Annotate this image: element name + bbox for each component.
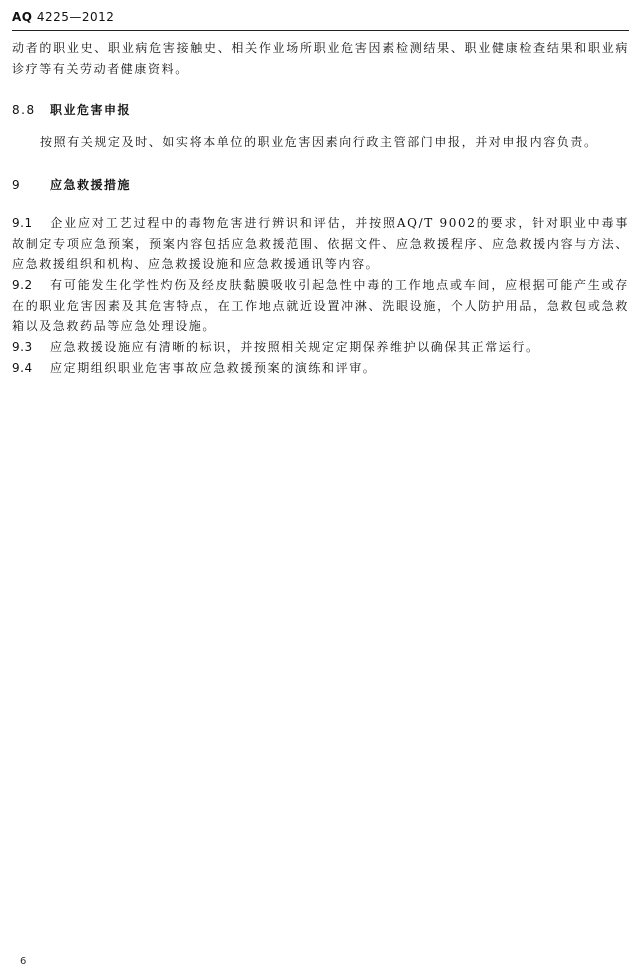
- section-number: 9: [12, 178, 22, 192]
- clause-9-2: [12, 275, 629, 337]
- clause-text: 应定期组织职业危害事故应急救援预案的演练和评审。: [50, 361, 377, 375]
- standard-code: AQ: [12, 10, 33, 24]
- clause-9-1: [12, 213, 629, 275]
- header-rule: [12, 30, 629, 31]
- clause-text: 有可能发生化学性灼伤及经皮肤黏膜吸收引起急性中毒的工作地点或车间，应根据可能产生或存在的职业危害因素及其危害特点，在工作地点就近设置冲淋、洗眼设施，个人防护用品，急救包或急救箱以及急救药品等应急处理设施。: [12, 278, 629, 333]
- continuation-paragraph: 动者的职业史、职业病危害接触史、相关作业场所职业危害因素检测结果、职业健康检查结果和职业病诊疗等有关劳动者健康资料。: [12, 41, 629, 76]
- clause-number: 9.2: [12, 278, 33, 292]
- section-8-8-heading: [12, 101, 131, 118]
- clause-number: 9.1: [12, 216, 33, 230]
- section-8-8-text: 按照有关规定及时、如实将本单位的职业危害因素向行政主管部门申报，并对申报内容负责。: [40, 135, 598, 149]
- standard-number: 4225—2012: [36, 10, 115, 24]
- page-number: 6: [20, 956, 27, 967]
- document-header: [12, 10, 114, 24]
- section-title: 职业危害申报: [50, 103, 132, 117]
- clause-text: 企业应对工艺过程中的毒物危害进行辨识和评估，并按照AQ/T 9002的要求，针对职业中毒事故制定专项应急预案，预案内容包括应急救援范围、依据文件、应急救援程序、应急救援内容与方法、应急救援组织和机构、应急救援设施和应急救援通讯等内容。: [12, 216, 629, 271]
- clause-number: 9.4: [12, 361, 33, 375]
- section-9-heading: [12, 176, 131, 193]
- section-number: 8.8: [12, 103, 36, 117]
- clause-text: 应急救援设施应有清晰的标识，并按照相关规定定期保养维护以确保其正常运行。: [50, 340, 540, 354]
- clause-9-4: [12, 358, 629, 379]
- clause-number: 9.3: [12, 340, 33, 354]
- section-title: 应急救援措施: [50, 178, 132, 192]
- clause-9-3: [12, 337, 629, 358]
